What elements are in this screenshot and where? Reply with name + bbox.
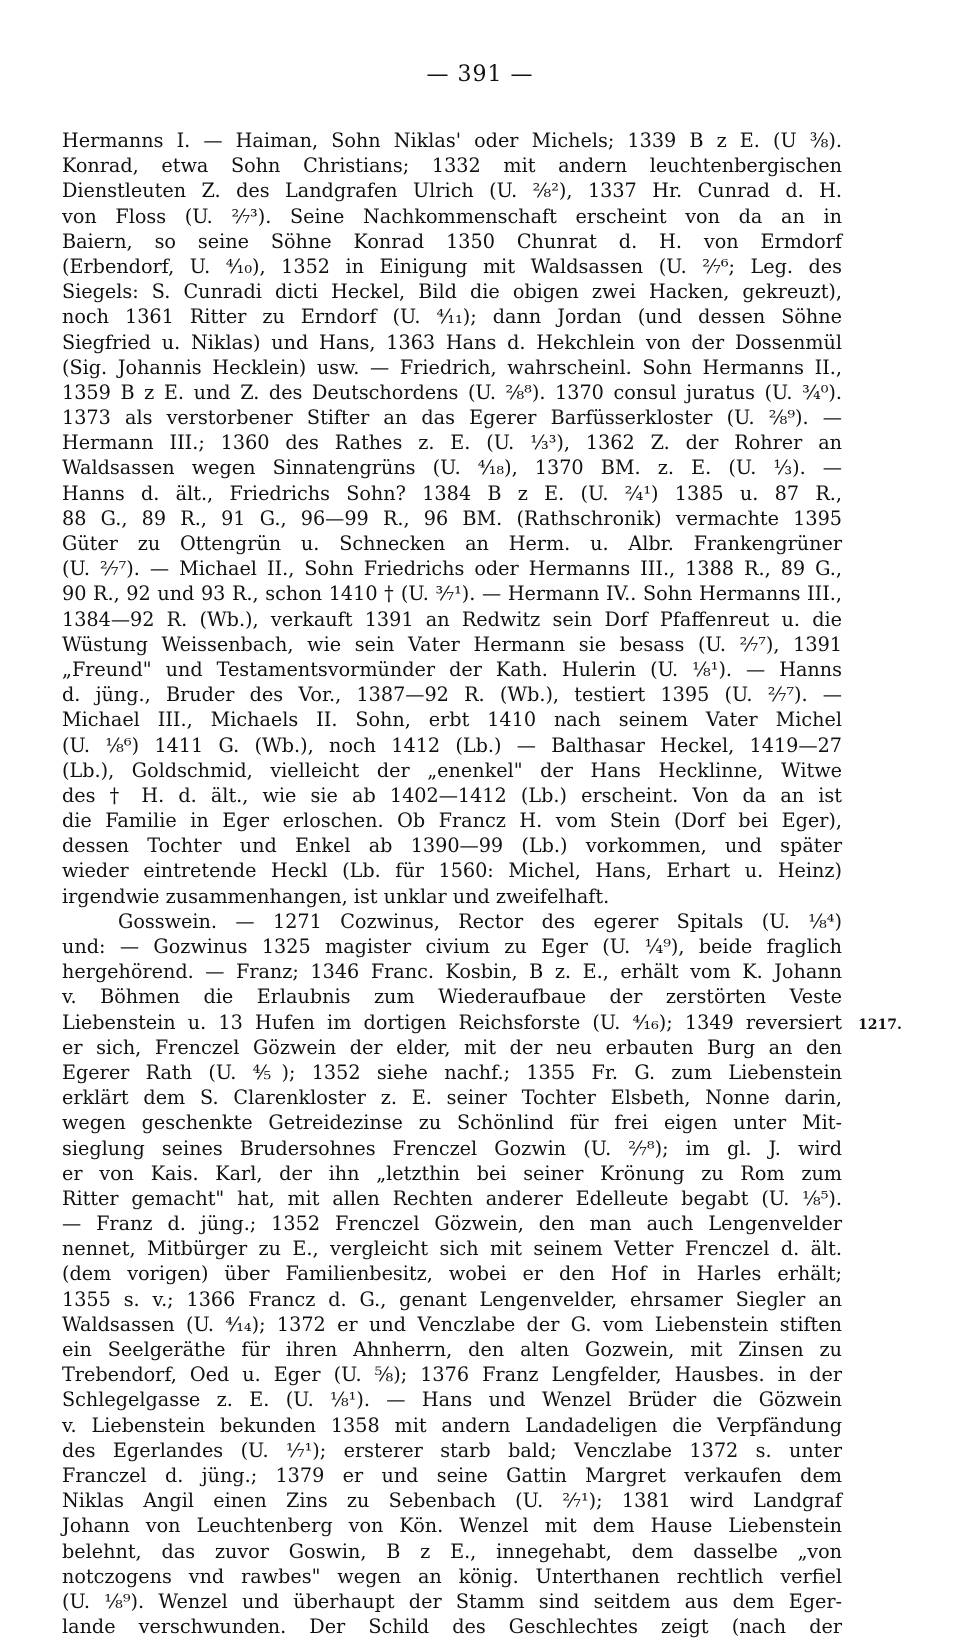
- text-line: (Sig. Johannis Hecklein) usw. — Friedrich, wahrscheinl. Sohn Hermanns II.,: [62, 355, 842, 379]
- text-line: des Egerlandes (U. ¹⁄₇¹); ersterer starb bald; Venczlabe 1372 s. unter: [62, 1438, 842, 1462]
- text-line: belehnt, das zuvor Goswin, B z E., innegehabt, dem dasselbe „von: [62, 1539, 842, 1563]
- text-line: er sich, Frenczel Gözwein der elder, mit der neu erbauten Burg an den: [62, 1035, 842, 1059]
- text-line: Konrad, etwa Sohn Christians; 1332 mit andern leuchtenbergischen: [62, 154, 842, 178]
- text-line: notczogens vnd rawbes" wegen an könig. Unterthanen rechtlich verfiel: [62, 1564, 842, 1588]
- text-line: Waldsassen (U. ⁴⁄₁₄); 1372 er und Venczlabe der G. vom Liebenstein stiften: [62, 1312, 842, 1336]
- text-line: wegen geschenkte Getreidezinse zu Schönlind für frei eigen unter Mit-: [62, 1111, 842, 1135]
- text-line-section-start: Gosswein. — 1271 Cozwinus, Rector des egerer Spitals (U. ¹⁄₈⁴): [118, 909, 842, 933]
- text-line: Niklas Angil einen Zins zu Sebenbach (U. ²⁄₇¹); 1381 wird Landgraf: [62, 1489, 842, 1513]
- text-line: (U. ²⁄₇⁷). — Michael II., Sohn Friedrichs oder Hermanns III., 1388 R., 89 G.,: [62, 557, 842, 581]
- text-line: v. Böhmen die Erlaubnis zum Wiederaufbaue der zerstörten Veste: [62, 985, 842, 1009]
- margin-note: 1217.: [858, 1017, 902, 1033]
- text-line: Franczel d. jüng.; 1379 er und seine Gattin Margret verkaufen dem: [62, 1463, 842, 1487]
- text-line-paragraph-end: irgendwie zusammenhangen, ist unklar und zweifelhaft.: [62, 884, 610, 908]
- text-line: (U. ¹⁄₈⁶) 1411 G. (Wb.), noch 1412 (Lb.) — Balthasar Heckel, 1419—27: [62, 733, 842, 757]
- text-line: Hermann III.; 1360 des Rathes z. E. (U. ¹⁄₃³), 1362 Z. der Rohrer an: [62, 431, 842, 455]
- text-line: Wüstung Weissenbach, wie sein Vater Hermann sie besass (U. ²⁄₇⁷), 1391: [62, 632, 842, 656]
- text-line: (U. ¹⁄₈⁹). Wenzel und überhaupt der Stamm sind seitdem aus dem Eger-: [62, 1589, 842, 1613]
- text-line: Dienstleuten Z. des Landgrafen Ulrich (U. ²⁄₈²), 1337 Hr. Cunrad d. H.: [62, 179, 842, 203]
- text-line: Ritter gemacht" hat, mit allen Rechten anderer Edelleute begabt (U. ¹⁄₈⁵).: [62, 1186, 842, 1210]
- text-line: — Franz d. jüng.; 1352 Frenczel Gözwein, den man auch Lengenvelder: [62, 1212, 842, 1236]
- text-line: dessen Tochter und Enkel ab 1390—99 (Lb.) vorkommen, und später: [62, 834, 842, 858]
- text-line: hergehörend. — Franz; 1346 Franc. Kosbin, B z. E., erhält vom K. Johann: [62, 960, 842, 984]
- text-line: von Floss (U. ²⁄₇³). Seine Nachkommenschaft erscheint von da an in: [62, 204, 842, 228]
- text-line: 1355 s. v.; 1366 Francz d. G., genant Lengenvelder, ehrsamer Siegler an: [62, 1287, 842, 1311]
- text-line: sieglung seines Brudersohnes Frenczel Gozwin (U. ²⁄₇⁸); im gl. J. wird: [62, 1136, 842, 1160]
- text-line: (Erbendorf, U. ⁴⁄₁₀), 1352 in Einigung mit Waldsassen (U. ²⁄₇⁶; Leg. des: [62, 254, 842, 278]
- text-line: (dem vorigen) über Familienbesitz, wobei er den Hof in Harles erhält;: [62, 1262, 842, 1286]
- text-line: Hanns d. ält., Friedrichs Sohn? 1384 B z E. (U. ²⁄₄¹) 1385 u. 87 R.,: [62, 481, 842, 505]
- text-line: 88 G., 89 R., 91 G., 96—99 R., 96 BM. (Rathschronik) vermachte 1395: [62, 506, 842, 530]
- text-line: Michael III., Michaels II. Sohn, erbt 1410 nach seinem Vater Michel: [62, 708, 842, 732]
- text-line: Schlegelgasse z. E. (U. ¹⁄₈¹). — Hans und Wenzel Brüder die Gözwein: [62, 1388, 842, 1412]
- text-line: Siegels: S. Cunradi dicti Heckel, Bild die obigen zwei Hacken, gekreuzt),: [62, 280, 842, 304]
- text-line: 1373 als verstorbener Stifter an das Egerer Barfüsserkloster (U. ²⁄₈⁹). —: [62, 406, 842, 430]
- text-line: wieder eintretende Heckl (Lb. für 1560: Michel, Hans, Erhart u. Heinz): [62, 859, 842, 883]
- text-line: Johann von Leuchtenberg von Kön. Wenzel mit dem Hause Liebenstein: [62, 1514, 842, 1538]
- text-line: 1384—92 R. (Wb.), verkauft 1391 an Redwitz sein Dorf Pfaffenreut u. die: [62, 607, 842, 631]
- text-line: d. jüng., Bruder des Vor., 1387—92 R. (Wb.), testiert 1395 (U. ²⁄₇⁷). —: [62, 683, 842, 707]
- text-line: Siegfried u. Niklas) und Hans, 1363 Hans d. Hekchlein von der Dossenmül: [62, 330, 842, 354]
- text-line: Güter zu Ottengrün u. Schnecken an Herm. u. Albr. Frankengrüner: [62, 532, 842, 555]
- text-line: erklärt dem S. Clarenkloster z. E. seiner Tochter Elsbeth, Nonne darin,: [62, 1086, 842, 1110]
- text-line: des † H. d. ält., wie sie ab 1402—1412 (Lb.) erscheint. Von da an ist: [62, 783, 842, 807]
- text-line: Egerer Rath (U. ⅘); 1352 siehe nachf.; 1355 Fr. G. zum Liebenstein: [62, 1060, 842, 1084]
- text-line: Hermanns I. — Haiman, Sohn Niklas' oder Michels; 1339 B z E. (U ⅜).: [62, 129, 842, 152]
- text-line: 90 R., 92 und 93 R., schon 1410 † (U. ³⁄₇¹). — Hermann IV.. Sohn Hermanns III.,: [62, 582, 842, 606]
- text-line: nennet, Mitbürger zu E., vergleicht sich mit seinem Vetter Frenczel d. ält.: [62, 1237, 842, 1261]
- text-line: Waldsassen wegen Sinnatengrüns (U. ⁴⁄₁₈), 1370 BM. z. E. (U. ⅓). —: [62, 456, 842, 480]
- text-line: die Familie in Eger erloschen. Ob Francz H. vom Stein (Dorf bei Eger),: [62, 809, 842, 833]
- body-text: [62, 128, 842, 1639]
- text-line: Baiern, so seine Söhne Konrad 1350 Chunrat d. H. von Ermdorf: [62, 229, 842, 253]
- text-line: Trebendorf, Oed u. Eger (U. ⅝); 1376 Franz Lengfelder, Hausbes. in der: [62, 1363, 842, 1387]
- text-line: und: — Gozwinus 1325 magister civium zu Eger (U. ¹⁄₄⁹), beide fraglich: [62, 935, 842, 958]
- text-line: v. Liebenstein bekunden 1358 mit andern Landadeligen die Verpfändung: [62, 1413, 842, 1437]
- text-line: Liebenstein u. 13 Hufen im dortigen Reichsforste (U. ⁴⁄₁₆); 1349 reversiert: [62, 1010, 842, 1034]
- text-line: 1359 B z E. und Z. des Deutschordens (U. ²⁄₈⁸). 1370 consul juratus (U. ³⁄₄⁰).: [62, 380, 842, 404]
- text-line: er von Kais. Karl, der ihn „letzthin bei seiner Krönung zu Rom zum: [62, 1161, 842, 1185]
- text-line: (Lb.), Goldschmid, vielleicht der „enenkel" der Hans Hecklinne, Witwe: [62, 758, 842, 782]
- text-line: noch 1361 Ritter zu Erndorf (U. ⁴⁄₁₁); dann Jordan (und dessen Söhne: [62, 305, 842, 329]
- page-number: — 391 —: [426, 62, 534, 87]
- text-line: lande verschwunden. Der Schild des Geschlechtes zeigt (nach der: [62, 1615, 842, 1639]
- text-line: „Freund" und Testamentsvormünder der Kath. Hulerin (U. ¹⁄₈¹). — Hanns: [62, 657, 842, 681]
- text-line: ein Seelgeräthe für ihren Ahnherrn, den alten Gozwein, mit Zinsen zu: [62, 1338, 842, 1361]
